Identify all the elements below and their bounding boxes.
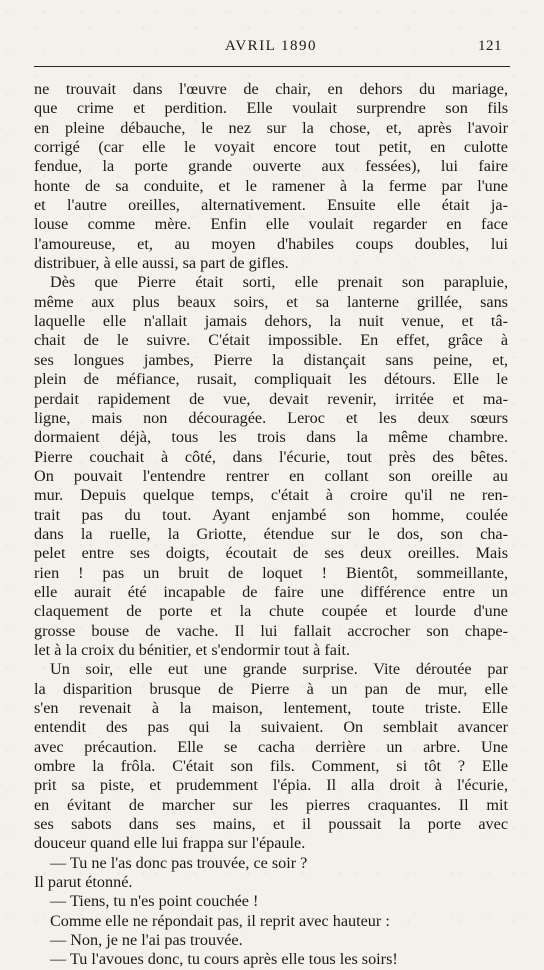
- text-line: corrigé (car elle le voyait encore tout petit, en culotte: [34, 138, 508, 157]
- text-line: — Non, je ne l'ai pas trouvée.: [50, 931, 243, 950]
- text-line: elle aurait été incapable de faire une différence entre un: [34, 582, 508, 601]
- text-line: let à la croix du bénitier, et s'endormir tout à fait.: [34, 640, 351, 659]
- text-line: grosse bouse de vache. Il lui fallait accrocher son chape-: [34, 621, 508, 640]
- text-line: Comme elle ne répondait pas, il reprit avec hauteur :: [50, 911, 390, 930]
- text-line: en pleine débauche, le nez sur la chose, et, après l'avoir: [34, 118, 508, 137]
- text-line: s'en revenait à la maison, lentement, toute triste. Elle: [34, 699, 508, 717]
- text-line: Pierre couchait à côté, dans l'écurie, tout près des bêtes.: [34, 447, 508, 466]
- text-line: entendit des pas qui la suivaient. On semblait avancer: [34, 718, 508, 737]
- text-line: trait pas du tout. Ayant enjambé son homme, coulée: [34, 505, 508, 524]
- text-line: — Tu ne l'as donc pas trouvée, ce soir ?: [50, 853, 308, 872]
- text-line: — Tu l'avoues donc, tu cours après elle tous les soirs!: [50, 950, 398, 969]
- page-header: [34, 36, 508, 62]
- text-line: Il parut étonné.: [34, 873, 133, 892]
- text-line: plein de méfiance, rusait, compliquait les détours. Elle le: [34, 370, 508, 389]
- text-line: Un soir, elle eut une grande surprise. Vite déroutée par: [50, 660, 508, 679]
- text-line: louse comme mère. Enfin elle voulait regarder en face: [34, 215, 508, 234]
- text-line: avec précaution. Elle se cacha derrière un arbre. Une: [34, 737, 508, 756]
- text-line: en évitant de marcher sur les pierres craquantes. Il mit: [34, 795, 508, 814]
- text-line: même aux plus beaux soirs, et sa lanterne grillée, sans: [34, 292, 508, 311]
- text-line: laquelle elle n'allait jamais dehors, la nuit venue, et tâ-: [34, 312, 508, 331]
- running-title: AVRIL 1890: [224, 38, 318, 54]
- header-rule: [34, 66, 510, 67]
- text-line: rien ! pas un bruit de loquet ! Bientôt, sommeillante,: [34, 563, 508, 582]
- text-line: — Tiens, tu n'es point couchée !: [50, 892, 259, 911]
- text-line: mur. Depuis quelque temps, c'était à croire qu'il ne ren-: [34, 486, 508, 505]
- text-line: honte de sa conduite, et le ramener à la ferme par l'une: [34, 176, 508, 195]
- text-line: On pouvait l'entendre rentrer en collant son oreille au: [34, 466, 508, 485]
- page-number: 121: [478, 38, 502, 54]
- text-line: l'amoureuse, et, au moyen d'habiles coups doubles, lui: [34, 234, 508, 253]
- text-line: ses sabots dans ses mains, et il poussait la porte avec: [34, 815, 508, 834]
- text-line: distribuer, à elle aussi, sa part de gifles.: [34, 254, 289, 273]
- text-line: la disparition brusque de Pierre à un pan de mur, elle: [34, 679, 508, 698]
- text-line: dormaient déjà, tous les trois dans la même chambre.: [34, 428, 508, 447]
- text-line: et l'autre oreilles, alternativement. Ensuite elle était ja-: [34, 196, 508, 215]
- text-line: ligne, mais non découragée. Leroc et les deux sœurs: [34, 408, 508, 427]
- text-line: douceur quand elle lui frappa sur l'épaule.: [34, 834, 306, 853]
- text-line: ombre la frôla. C'était son fils. Comment, si tôt ? Elle: [34, 757, 508, 776]
- text-line: chait de le suivre. C'était impossible. En effet, grâce à: [34, 331, 508, 350]
- text-line: que crime et perdition. Elle voulait surprendre son fils: [34, 99, 508, 118]
- text-line: ne trouvait dans l'œuvre de chair, en dehors du mariage,: [34, 80, 508, 98]
- body-text: [34, 80, 508, 970]
- text-line: claquement de porte et la chute coupée et lourde d'une: [34, 602, 508, 621]
- text-line: dans la ruelle, la Griotte, étendue sur le dos, son cha-: [34, 524, 508, 543]
- text-line: prit sa piste, et prudemment l'épia. Il alla droit à l'écurie,: [34, 776, 508, 795]
- text-line: perdait rapidement de vue, devait revenir, irritée et ma-: [34, 389, 508, 408]
- text-line: Dès que Pierre était sorti, elle prenait son parapluie,: [50, 273, 508, 292]
- text-line: ses longues jambes, Pierre la distançait sans peine, et,: [34, 350, 508, 369]
- text-line: pelet entre ses doigts, écoutait de ses deux oreilles. Mais: [34, 544, 508, 563]
- text-line: fendue, la porte grande ouverte aux fessées), lui faire: [34, 157, 508, 176]
